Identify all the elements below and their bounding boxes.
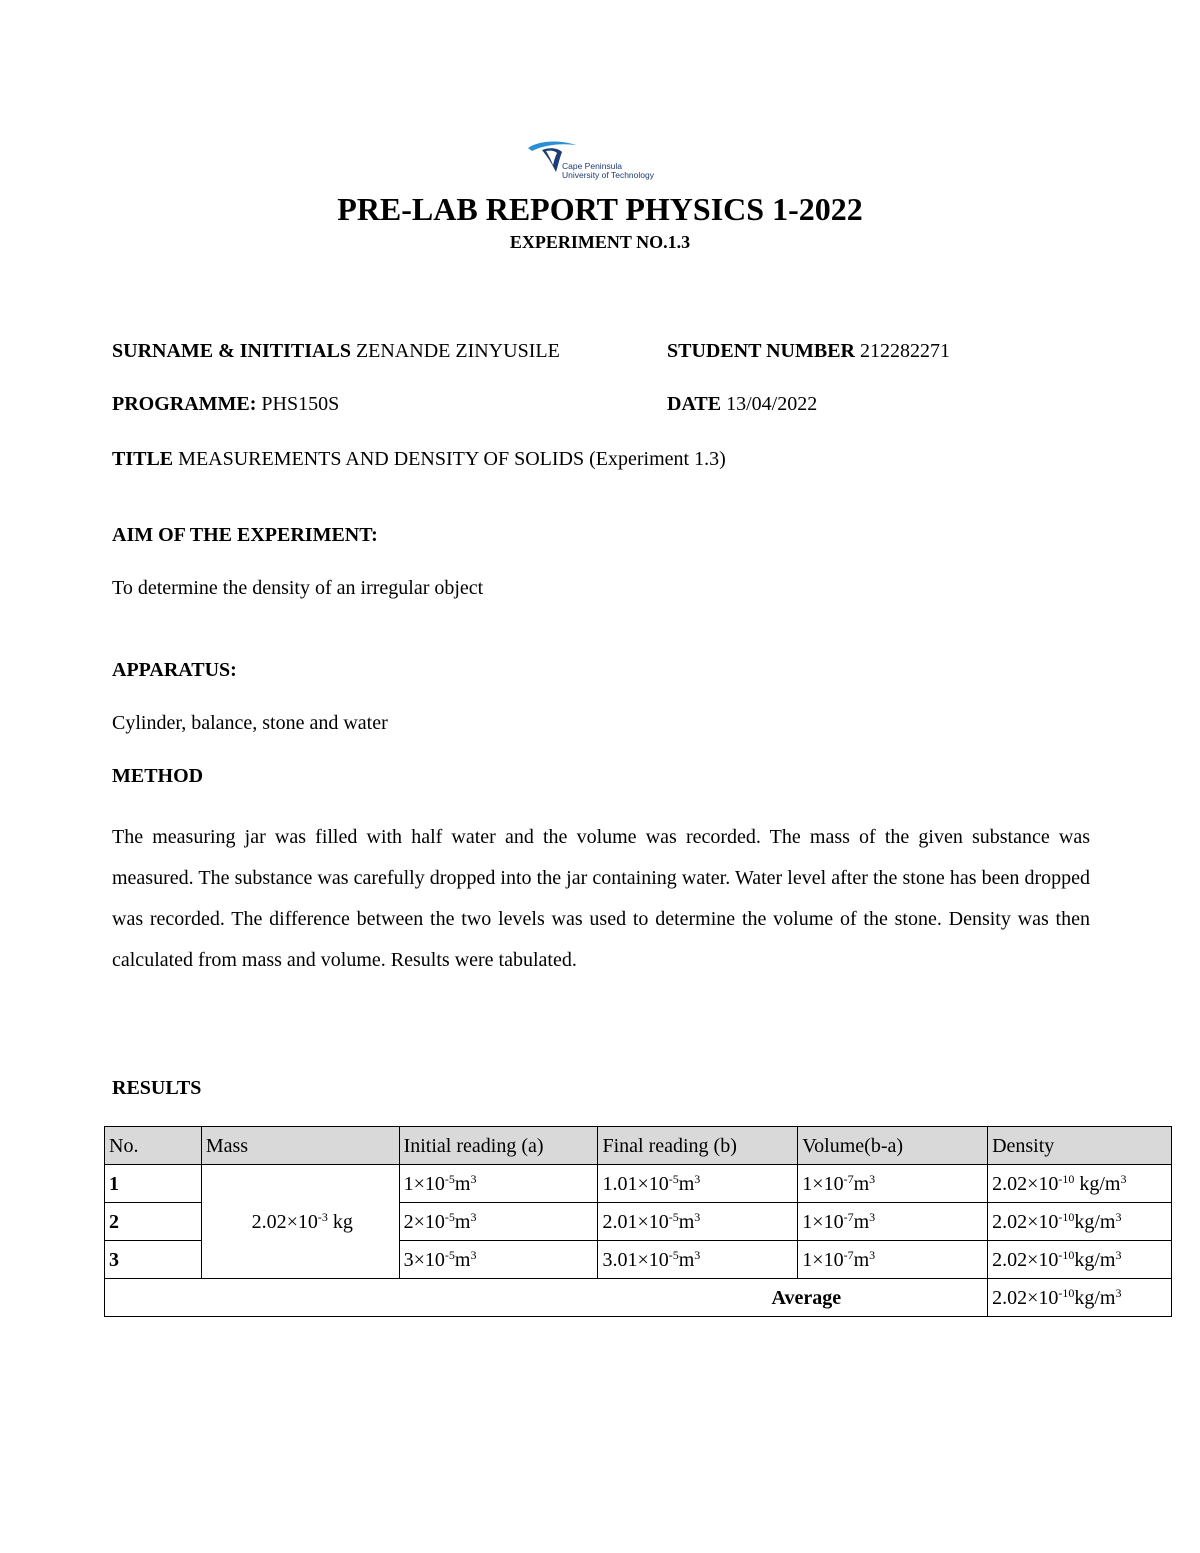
title-value: MEASUREMENTS AND DENSITY OF SOLIDS — [178, 448, 585, 470]
col-header-no: No. — [105, 1127, 202, 1165]
density-value: $2.02\times 10^{-10}kg/m^3$ — [988, 1241, 1172, 1279]
aim-text: To determine the density of an irregular object — [112, 577, 484, 599]
col-header-volume: Volume(b-a) — [798, 1127, 988, 1165]
table-header-row — [105, 1127, 1172, 1165]
final-reading: $2.01\times 10^{-5}m^3$ — [598, 1203, 798, 1241]
title-suffix: (Experiment 1.3) — [589, 448, 726, 470]
final-reading: $1.01\times 10^{-5}m^3$ — [598, 1165, 798, 1203]
method-text: The measuring jar was filled with half water and the volume was recorded. The mass of the given substance was measured. The substance was carefully dropped into the jar containing water. Water level after the stone has been dropped was recorded. The difference between the two levels was used to determine the volume of the stone. Density was then calculated from mass and volume. Results were tabulated. — [112, 826, 1090, 971]
date-value: 13/04/2022 — [726, 393, 818, 415]
initial-reading: $3\times 10^{-5}m^3$ — [399, 1241, 598, 1279]
volume-value: $1\times 10^{-7}m^3$ — [798, 1203, 988, 1241]
results-heading: RESULTS — [112, 1077, 202, 1099]
title-line — [112, 446, 726, 472]
date-label: DATE — [667, 393, 722, 415]
initial-reading: $2\times 10^{-5}m^3$ — [399, 1203, 598, 1241]
col-header-final: Final reading (b) — [598, 1127, 798, 1165]
surname-line — [112, 338, 560, 364]
average-row — [105, 1279, 1172, 1317]
density-value: $2.02\times 10^{-10}$ $kg/m^3$ — [988, 1165, 1172, 1203]
row-number: 2 — [105, 1203, 202, 1241]
date-line — [667, 391, 817, 417]
method-heading: METHOD — [112, 765, 204, 787]
row-number: 3 — [105, 1241, 202, 1279]
col-header-mass: Mass — [201, 1127, 399, 1165]
initial-reading: $1\times 10^{-5}m^3$ — [399, 1165, 598, 1203]
apparatus-heading: APPARATUS: — [112, 659, 237, 681]
surname-label: SURNAME & INITITIALS — [112, 340, 351, 362]
average-density-value: $2.02\times 10^{-10}kg/m^3$ — [988, 1279, 1172, 1317]
report-title: PRE-LAB REPORT PHYSICS 1-2022 — [337, 191, 863, 227]
surname-value: ZENANDE ZINYUSILE — [355, 340, 560, 362]
row-number: 1 — [105, 1165, 202, 1203]
programme-line — [112, 391, 339, 417]
logo-text — [562, 162, 654, 180]
programme-label: PROGRAMME: — [112, 393, 257, 415]
volume-value: $1\times 10^{-7}m^3$ — [798, 1165, 988, 1203]
programme-value: PHS150S — [261, 393, 340, 415]
mass-value: $2.02\times 10^{-3}$ kg — [201, 1165, 399, 1279]
aim-heading: AIM OF THE EXPERIMENT: — [112, 524, 378, 546]
table-row — [105, 1165, 1172, 1203]
density-value: $2.02\times 10^{-10}kg/m^3$ — [988, 1203, 1172, 1241]
student-number-line — [667, 338, 950, 364]
title-label: TITLE — [112, 448, 174, 470]
results-table — [104, 1126, 1172, 1317]
col-header-density: Density — [988, 1127, 1172, 1165]
experiment-number: EXPERIMENT NO.1.3 — [509, 232, 691, 252]
final-reading: $3.01\times 10^{-5}m^3$ — [598, 1241, 798, 1279]
student-number-value: 212282271 — [860, 340, 950, 362]
logo-line-2: University of Technology — [562, 170, 654, 180]
volume-value: $1\times 10^{-7}m^3$ — [798, 1241, 988, 1279]
logo-line-1: Cape Peninsula — [562, 161, 623, 171]
student-number-label: STUDENT NUMBER — [667, 340, 855, 362]
col-header-initial: Initial reading (a) — [399, 1127, 598, 1165]
apparatus-text: Cylinder, balance, stone and water — [112, 712, 388, 734]
average-label: Average — [105, 1279, 988, 1317]
university-logo — [526, 138, 676, 184]
